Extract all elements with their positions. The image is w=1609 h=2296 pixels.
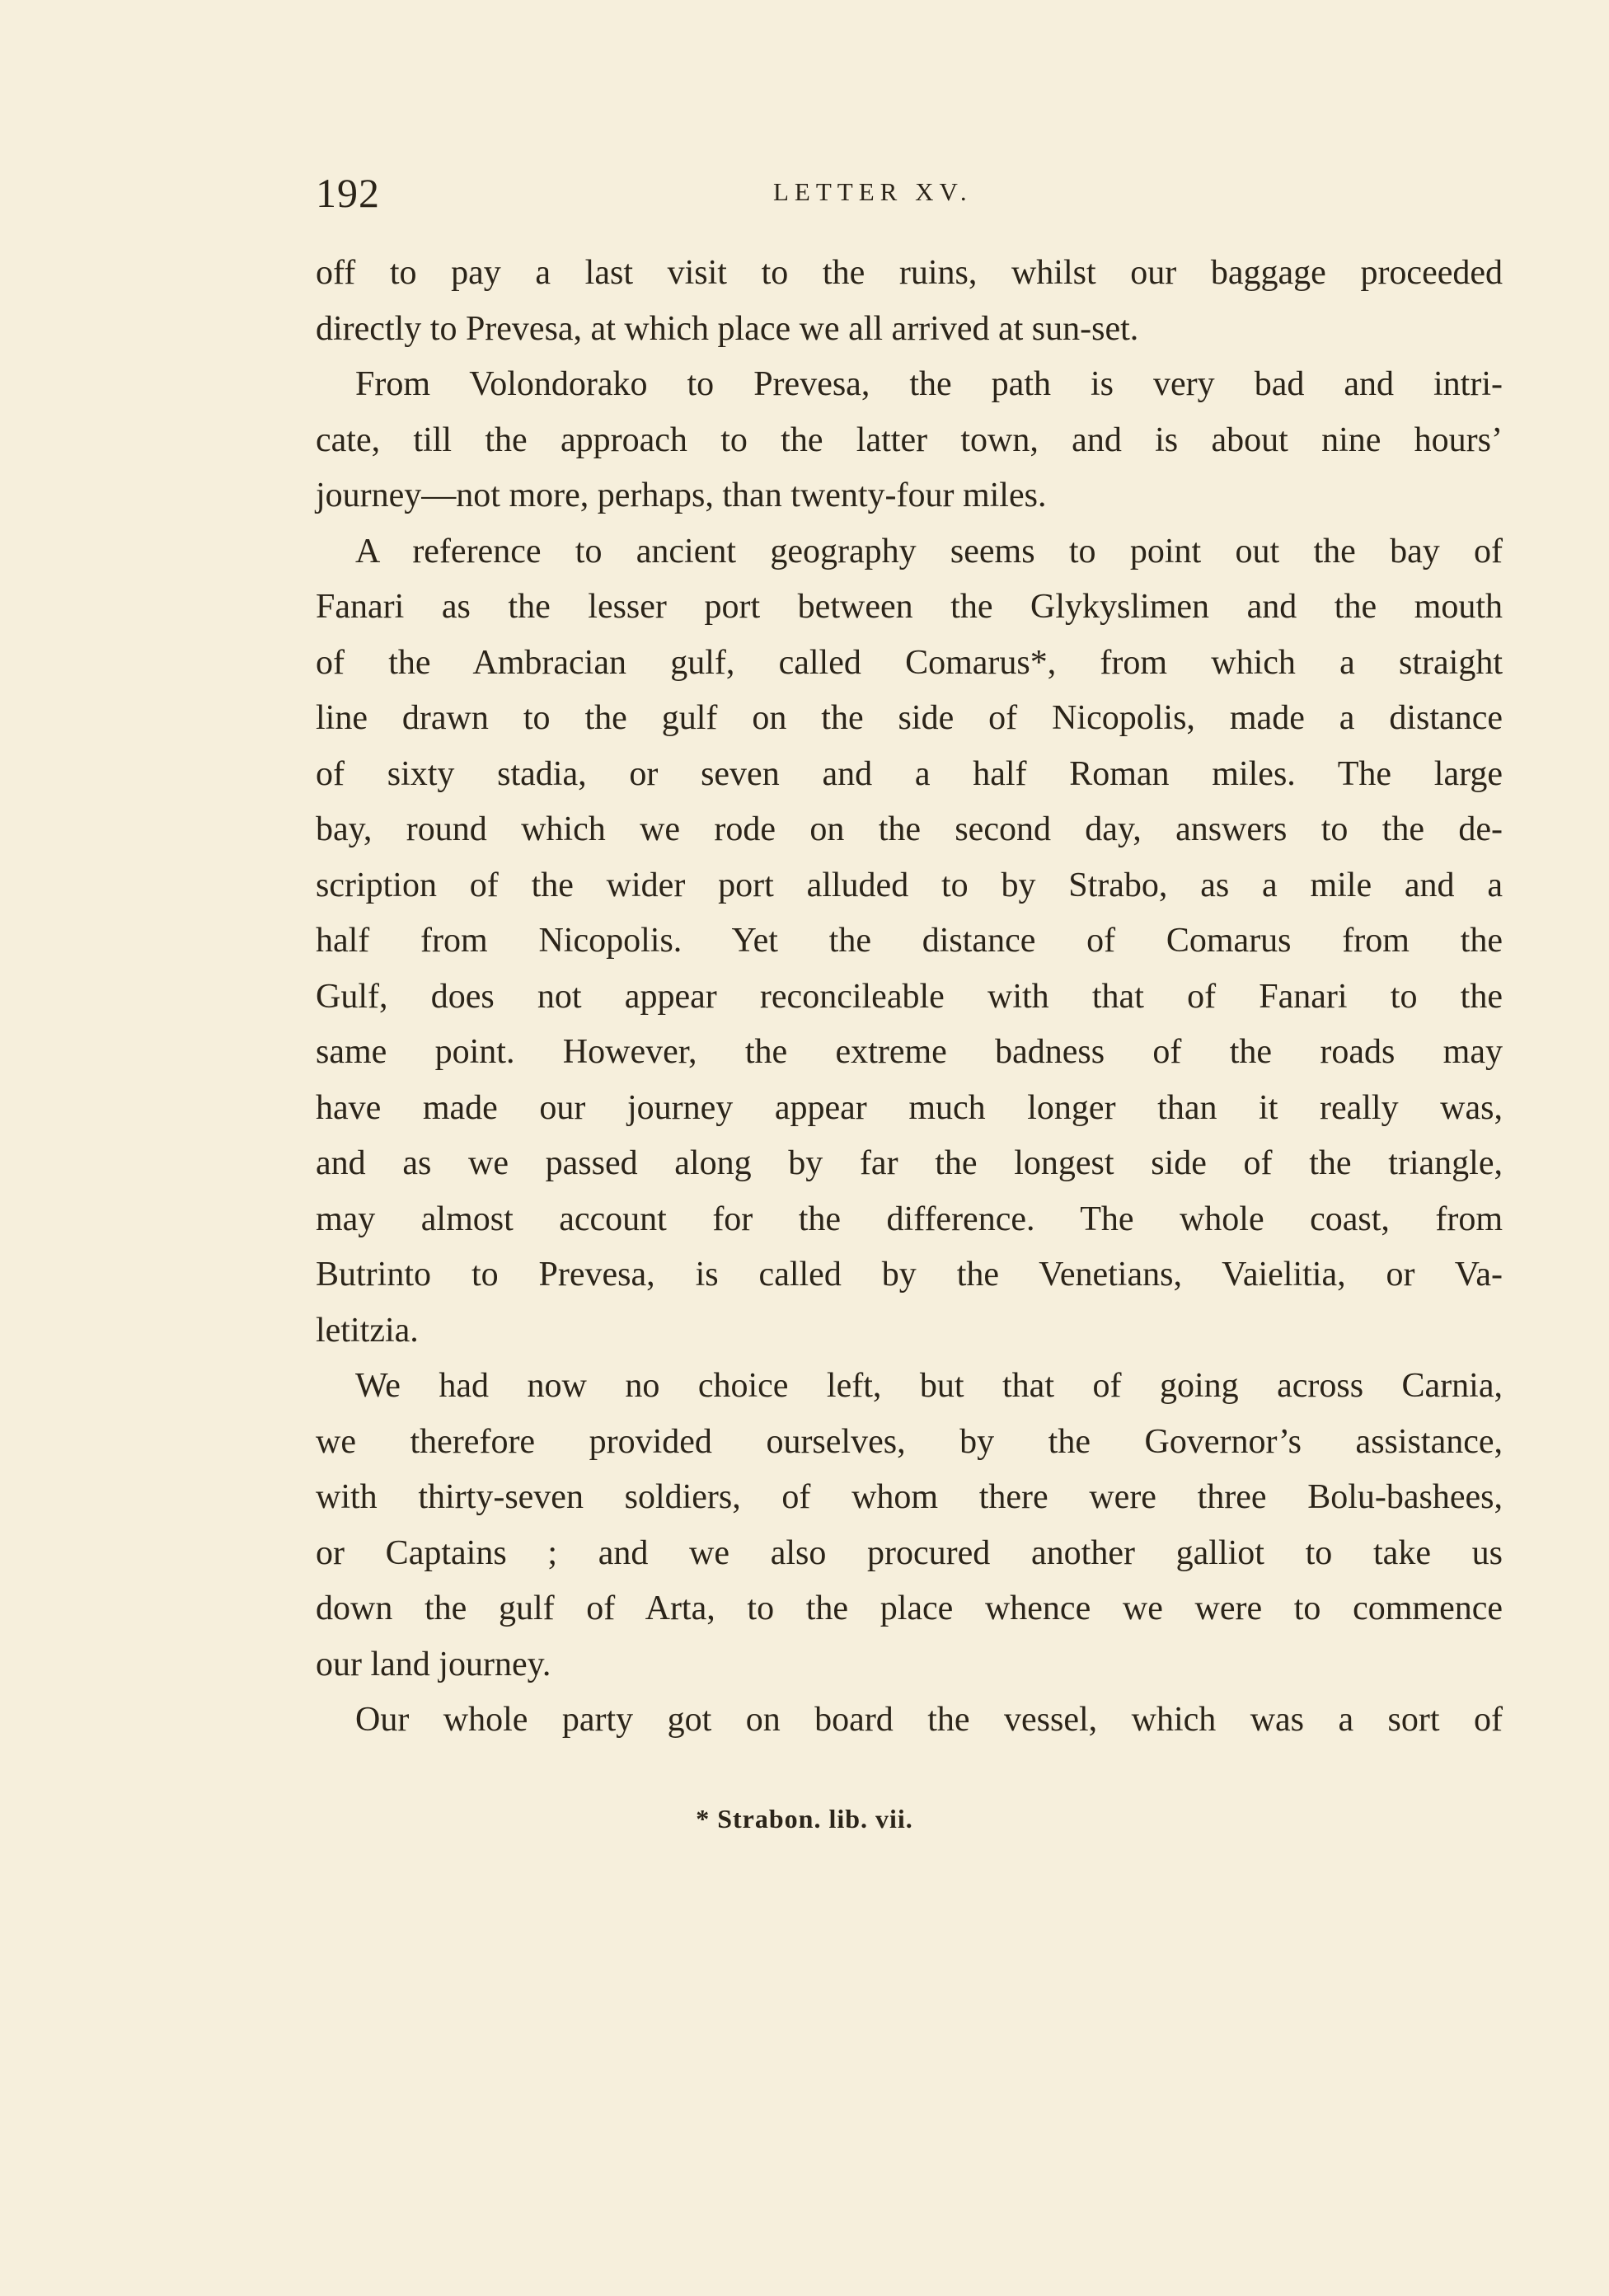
text-line: have made our journey appear much longer than it really was, bbox=[316, 1088, 1503, 1127]
text-line: same point. However, the extreme badness of the roads may bbox=[316, 1033, 1503, 1071]
footnote: * Strabon. lib. vii. bbox=[696, 1804, 913, 1834]
text-line: line drawn to the gulf on the side of Nicopolis, made a distance bbox=[316, 699, 1503, 737]
text-line: and as we passed along by far the longest side of the triangle, bbox=[316, 1144, 1503, 1182]
body-text bbox=[316, 246, 1503, 1749]
text-line: half from Nicopolis. Yet the distance of Comarus from the bbox=[316, 922, 1503, 960]
text-line: of sixty stadia, or seven and a half Roman miles. The large bbox=[316, 754, 1503, 793]
text-line: Butrinto to Prevesa, is called by the Venetians, Vaielitia, or Va- bbox=[316, 1256, 1503, 1294]
running-head bbox=[316, 169, 1503, 218]
text-line: Our whole party got on board the vessel, which was a sort of bbox=[355, 1701, 1503, 1739]
text-line: down the gulf of Arta, to the place whence we were to commence bbox=[316, 1589, 1503, 1627]
text-line: or Captains ; and we also procured another galliot to take us bbox=[316, 1533, 1503, 1572]
page-number: 192 bbox=[316, 170, 380, 216]
text-line: Gulf, does not appear reconcileable with that of Fanari to the bbox=[316, 977, 1503, 1016]
text-line: scription of the wider port alluded to by Strabo, as a mile and a bbox=[316, 866, 1503, 904]
text-line: We had now no choice left, but that of going across Carnia, bbox=[355, 1367, 1503, 1405]
running-title: LETTER XV. bbox=[773, 177, 973, 206]
text-line: letitzia. bbox=[316, 1311, 419, 1350]
text-line: cate, till the approach to the latter town, and is about nine hours’ bbox=[316, 420, 1503, 459]
text-line: may almost account for the difference. The whole coast, from bbox=[316, 1200, 1503, 1238]
text-line: journey—not more, perhaps, than twenty-four miles. bbox=[316, 477, 1047, 514]
text-line: bay, round which we rode on the second day, answers to the de- bbox=[316, 810, 1503, 848]
text-line: of the Ambracian gulf, called Comarus*, from which a straight bbox=[316, 643, 1503, 682]
text-line: directly to Prevesa, at which place we all arrived at sun-set. bbox=[316, 309, 1139, 348]
text-line: Fanari as the lesser port between the Glykyslimen and the mouth bbox=[316, 588, 1503, 626]
text-line: off to pay a last visit to the ruins, whilst our baggage proceeded bbox=[316, 254, 1503, 292]
text-line: our land journey. bbox=[316, 1645, 551, 1683]
text-line: A reference to ancient geography seems to point out the bay of bbox=[355, 532, 1503, 570]
text-line: with thirty-seven soldiers, of whom there were three Bolu-bashees, bbox=[316, 1478, 1503, 1516]
text-line: From Volondorako to Prevesa, the path is very bad and intri- bbox=[355, 365, 1503, 403]
text-line: we therefore provided ourselves, by the Governor’s assistance, bbox=[316, 1422, 1503, 1461]
